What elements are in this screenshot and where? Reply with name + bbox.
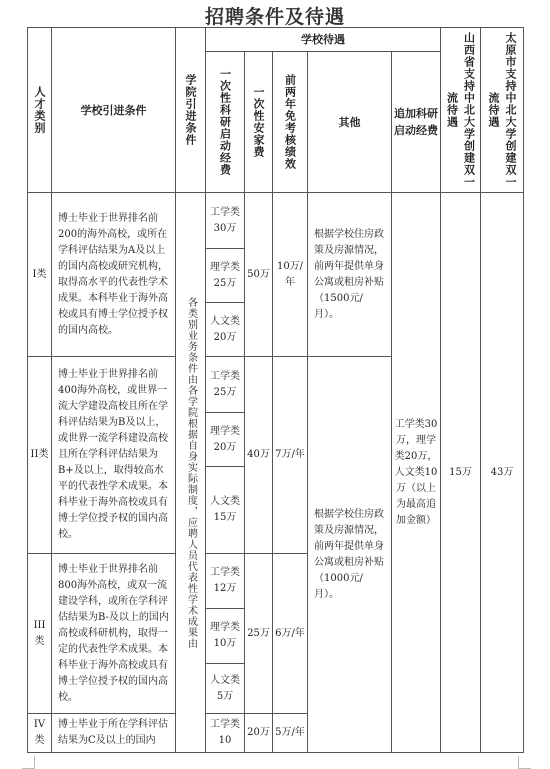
shanxi-value: 15万 bbox=[440, 192, 481, 753]
row-3-settle: 25万 bbox=[244, 553, 273, 714]
row-2-startup-hum: 人文类15万 bbox=[205, 466, 245, 554]
other-housing-2: 根据学校住房政策及房源情况，前两年提供单身公寓或租房补贴（1000元/月）。 bbox=[307, 356, 392, 753]
header-other: 其他 bbox=[307, 51, 392, 193]
row-1-startup-eng: 工学类30万 bbox=[205, 192, 245, 249]
row-1-settle: 50万 bbox=[244, 192, 273, 357]
college-conditions-text: 各类别业务条件由各学院根据自身实际制度，应聘人员代表性学术成果由 bbox=[175, 192, 206, 753]
other-housing-1: 根据学校住房政策及房源情况，前两年提供单身公寓或租房补贴（1500元/月）。 bbox=[307, 192, 392, 357]
row-1-startup-hum: 人文类20万 bbox=[205, 302, 245, 357]
row-3-conditions: 博士毕业于世界排名前800海外高校，或双一流建设学科，或所在学科评估结果为B-及以上的国内高校或科研机构，取得一定的代表性学术成果。本科毕业于海外高校或具有博士学位授予权的国内高校。 bbox=[51, 553, 176, 714]
row-2-settle: 40万 bbox=[244, 356, 273, 554]
header-college-conditions: 学院引进条件 bbox=[175, 27, 206, 193]
row-3-startup-eng: 工学类12万 bbox=[205, 553, 245, 609]
page-corner-mark-left bbox=[22, 756, 35, 769]
header-school-treatment: 学校待遇 bbox=[205, 27, 441, 52]
row-2-category: II类 bbox=[27, 356, 52, 554]
row-3-startup-sci: 理学类10万 bbox=[205, 608, 245, 664]
row-4-category: IV类 bbox=[27, 713, 52, 753]
row-3-category: III类 bbox=[27, 553, 52, 714]
row-1-conditions: 博士毕业于世界排名前200的海外高校，或所在学科评估结果为A及以上的国内高校或研究机构，取得高水平的代表性学术成果。本科毕业于海外高校或具有博士学位授予权的国内高校。 bbox=[51, 192, 176, 357]
row-2-startup-sci: 理学类20万 bbox=[205, 412, 245, 467]
row-2-perf: 7万/年 bbox=[272, 356, 308, 554]
taiyuan-value: 43万 bbox=[480, 192, 524, 753]
page-corner-mark-right bbox=[518, 756, 531, 769]
header-shanxi: 山西省支持中北大学创建双一流待遇 bbox=[440, 27, 481, 193]
row-1-perf: 10万/年 bbox=[272, 192, 308, 357]
header-extra-fee: 追加科研启动经费 bbox=[391, 51, 441, 193]
row-2-conditions: 博士毕业于世界排名前400海外高校，或世界一流大学建设高校且所在学科评估结果为B及以上，或世界一流学科建设高校且所在学科评估结果为B+及以上，取得较高水平的代表性学术成果。本科毕业于海外高校或具有博士学位授予权的国内高校。 bbox=[51, 356, 176, 554]
row-1-category: I类 bbox=[27, 192, 52, 357]
header-conditions: 学校引进条件 bbox=[51, 27, 176, 193]
row-4-settle: 20万 bbox=[244, 713, 273, 753]
page-title: 招聘条件及待遇 bbox=[204, 6, 345, 28]
header-taiyuan: 太原市支持中北大学创建双一流待遇 bbox=[480, 27, 524, 193]
row-4-startup-eng: 工学类10 bbox=[205, 713, 245, 753]
row-4-perf: 5万/年 bbox=[272, 713, 308, 753]
extra-startup-fee: 工学类30万，理学类20万，人文类10万（以上为最高追加金额） bbox=[391, 192, 441, 753]
row-1-startup-sci: 理学类25万 bbox=[205, 248, 245, 303]
header-category: 人才类别 bbox=[27, 27, 52, 193]
row-2-startup-eng: 工学类25万 bbox=[205, 356, 245, 413]
header-tax-free: 前两年免考核绩效 bbox=[272, 51, 308, 193]
header-settle-fee: 一次性安家费 bbox=[244, 51, 273, 193]
row-3-perf: 6万/年 bbox=[272, 553, 308, 714]
header-startup-fee: 一次性科研启动经费 bbox=[205, 51, 245, 193]
row-4-conditions: 博士毕业于所在学科评估结果为C及以上的国内 bbox=[51, 713, 176, 753]
row-3-startup-hum: 人文类5万 bbox=[205, 663, 245, 714]
